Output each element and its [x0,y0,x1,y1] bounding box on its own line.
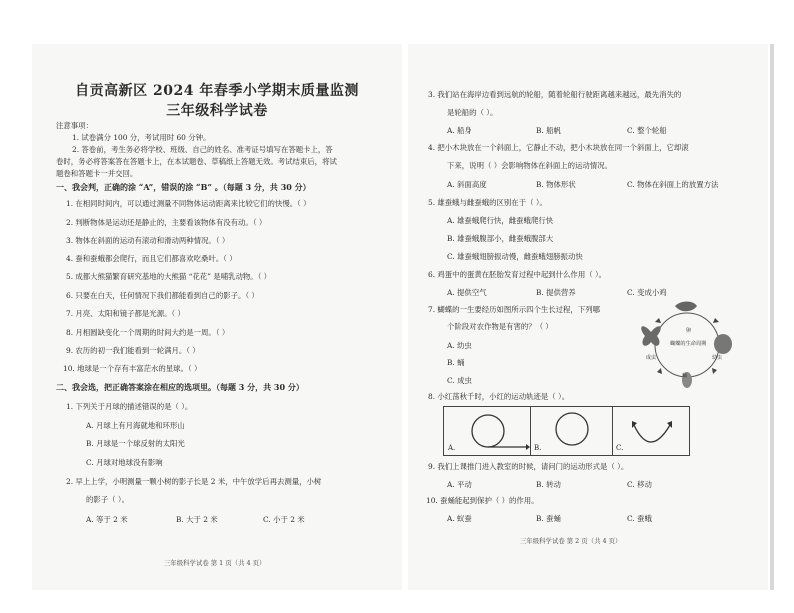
page-edge-shadow [770,44,774,590]
choice-question-8: 8. 小红荡秋千时，小红的运动轨迹是（ ）。 [428,392,570,401]
cycle-center-label: 蝴蝶的生命周期 [670,341,707,347]
cycle-arrow-icon [657,368,662,374]
choice-10-option-b: B. 蚕蛹 [536,514,561,523]
choice-5-option-a: A. 雄蚕蛾爬行快，雌蚕蛾爬行快 [447,216,554,225]
judge-question-10: 10. 地球是一个存有丰富茫水的星球。（ ） [63,364,202,373]
section-2-heading: 二、我会选，把正确答案涂在相应的选项里。（每题 3 分，共 30 分） [56,382,304,392]
judge-question-6: 6. 只要在白天，任何情况下我们都能看到自己的影子。（ ） [66,291,259,300]
choice-9-option-b: B. 转动 [536,480,561,489]
trajectory-label-a: A. [448,444,456,452]
leaf-egg-icon [675,302,697,312]
cycle-label-pupa: 蛹 [682,373,688,379]
choice-9-option-c: C. 移动 [627,480,652,489]
notice-heading: 注意事项： [56,121,93,130]
judge-question-5: 5. 成都大熊猫繁育研究基地的大熊猫 “花花” 是哺乳动物。（ ） [66,272,272,281]
choice-question-6: 6. 鸡蛋中的蛋黄在胚胎发育过程中起到什么作用（ ）。 [428,270,607,279]
choice-2-option-b: B. 大于 2 米 [176,515,218,524]
notice-item-2: 2. 答卷前，考生务必将学校、班级、自己的姓名、准考证号填写在答题卡上，答 [72,145,333,154]
trajectory-box-b [530,407,613,455]
section-1-heading: 一、我会判，正确的涂 “A”，错误的涂 “B” 。（每题 3 分，共 30 分） [56,182,311,192]
choice-4-option-b: B. 物体形状 [536,180,576,189]
choice-1-option-b: B. 月球是一个球反射的太阳光 [86,439,185,448]
choice-10-option-a: A. 蚁蚕 [447,514,472,523]
choice-5-option-b: B. 雄蚕蛾腹部小，雌蚕蛾腹部大 [447,234,554,243]
choice-6-option-a: A. 提供空气 [447,288,487,297]
choice-question-9: 9. 我们上课推门进入教室的时候，请问门的运动形式是（ ）。 [428,462,629,471]
judge-question-7: 7. 月亮、太阳和镜子都是光源。（ ） [66,309,185,318]
choice-1-option-c: C. 月球对地球没有影响 [86,458,163,467]
cycle-label-larva: 幼虫 [712,355,723,361]
trajectory-box-a [444,407,531,455]
choice-question-7-cont: 个阶段对农作物是有害的？（ ） [447,322,553,331]
choice-question-7: 7. 蝴蝶的一生要经历如图所示四个生长过程，下列哪 [428,305,600,314]
judge-question-4: 4. 蚕和蚕蛾都会爬行，而且它们都喜欢吃桑叶。（ ） [66,254,237,263]
choice-1-option-a: A. 月球上有月海就地和环形山 [86,421,185,430]
exam-subtitle: 三年级科学试卷 [166,103,268,119]
judge-question-8: 8. 月相圆缺变化一个周期的时间大约是一周。（ ） [66,328,230,337]
cycle-label-egg: 卵 [686,328,692,334]
choice-7-option-a: A. 幼虫 [447,341,472,350]
choice-4-option-c: C. 物体在斜面上的放置方法 [627,180,719,189]
choice-3-option-a: A. 船身 [447,126,472,135]
larva-icon [714,334,732,354]
choice-question-1: 1. 下列关于月球的描述错误的是（ ）。 [66,402,193,411]
choice-question-4-cont: 下来，说明（ ）会影响物体在斜面上的运动情况。 [447,161,612,170]
choice-6-option-b: B. 提供营养 [536,288,576,297]
judge-question-9: 9. 农历的初一我们能看到一轮满月。（ ） [66,346,200,355]
choice-7-option-c: C. 成虫 [447,376,472,385]
butterfly-icon [641,326,661,346]
choice-9-option-a: A. 平动 [447,480,472,489]
choice-question-3: 3. 我们站在海岸边看到远航的轮船，随着轮船行驶距离越来越远，最先消失的 [428,90,682,99]
choice-7-option-b: B. 蛹 [447,358,465,367]
choice-6-option-c: C. 变成小鸡 [627,288,667,297]
choice-2-option-c: C. 小于 2 米 [263,515,305,524]
choice-4-option-a: A. 斜面高度 [447,180,487,189]
judge-question-2: 2. 判断物体是运动还是静止的，主要看该物体有没有动。（ ） [66,218,267,227]
cycle-arrow-icon [712,368,717,374]
cycle-label-adult: 成虫 [646,355,657,361]
choice-3-option-b: B. 船帆 [536,126,561,135]
choice-5-option-c: C. 雄蚕蛾翅膀振动慢，雌蚕蛾翅膀振动快 [447,252,583,261]
choice-question-4: 4. 把小木块放在一个斜面上，它静止不动，把小木块放在同一个斜面上，它却滚 [428,143,689,152]
judge-question-3: 3. 物体在斜面的运动有滚动和滑动两种情况。（ ） [66,236,230,245]
trajectory-label-b: B. [534,444,542,452]
choice-2-option-a: A. 等于 2 米 [86,515,128,524]
trajectory-label-c: C. [616,444,624,452]
judge-question-1: 1. 在相同时间内，可以通过测量不同物体运动距离来比较它们的快慢。（ ） [66,199,311,208]
choice-question-10: 10. 蚕蛹能起到保护（ ）的作用。 [426,496,539,505]
trajectory-box-c [612,407,689,455]
full-circle-trajectory [530,407,612,455]
choice-question-2: 2. 早上上学，小明测量一颗小树的影子长是 2 米，中午放学后再去测量，小树 [66,477,322,486]
choice-question-5: 5. 雄蚕蛾与雌蚕蛾的区别在于（ ）。 [428,198,547,207]
notice-item-2-cont2: 题卷和答题卡一并交回。 [56,169,138,178]
cycle-arrow-icon [655,318,661,323]
circle-with-exit-trajectory [444,407,530,455]
choice-question-2-cont: 的影子（ ）。 [86,495,129,504]
choice-question-3-cont: 是轮船的（ ）。 [447,108,498,117]
page-footer-right: 三年级科学试卷 第 2 页（共 4 页） [520,537,622,545]
notice-item-1: 1. 试卷满分 100 分，考试用时 60 分钟。 [72,133,211,142]
cycle-arrow-icon [713,318,719,323]
exam-title: 自贡高新区 2024 年春季小学期末质量监测 [75,83,359,99]
trajectory-options [443,406,690,456]
choice-10-option-c: C. 蚕蛾 [627,514,652,523]
arc-trajectory [612,407,689,455]
notice-item-2-cont: 卷时，务必将答案答在答题卡上，在本试题卷、草稿纸上答题无效。考试结束后，将试 [56,157,337,166]
page-footer-left: 三年级科学试卷 第 1 页（共 4 页） [164,559,266,567]
choice-3-option-c: C. 整个轮船 [627,126,667,135]
